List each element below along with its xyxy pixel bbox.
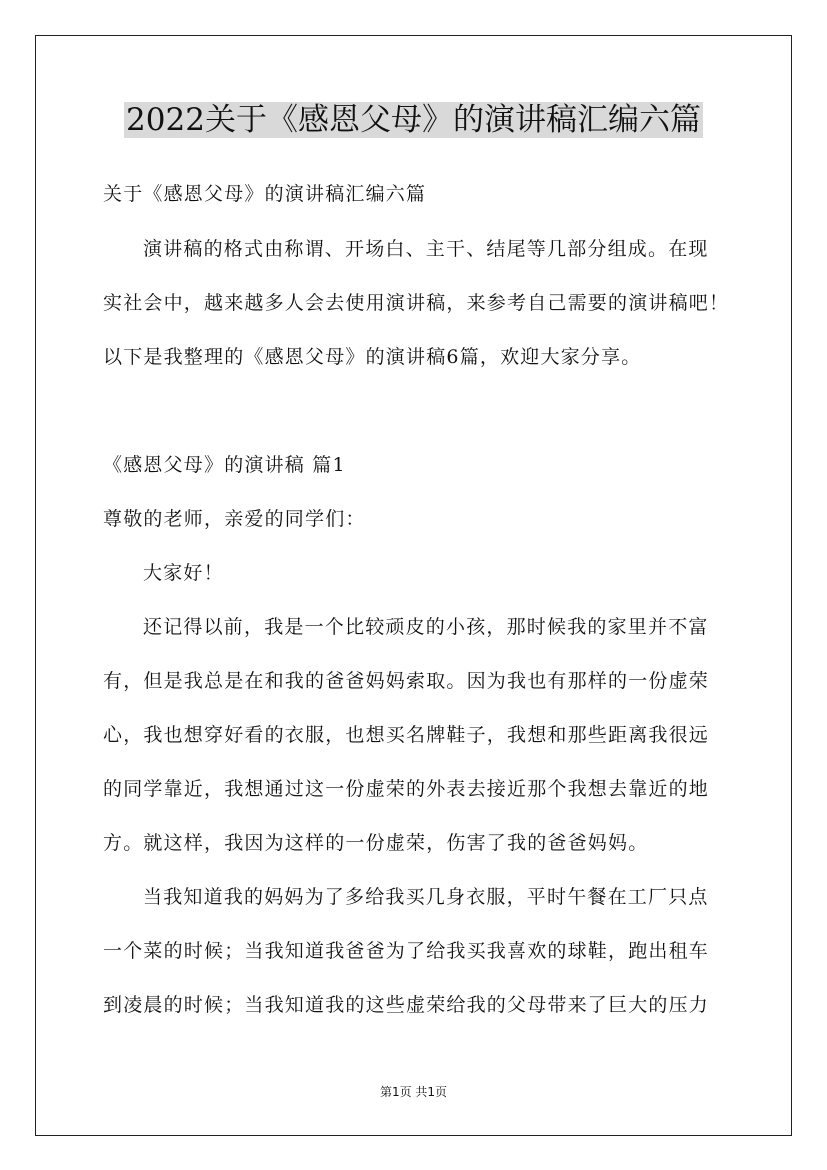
paragraph-line: 到凌晨的时候；当我知道我的这些虚荣给我的父母带来了巨大的压力 <box>103 994 710 1016</box>
intro-line: 以下是我整理的《感恩父母》的演讲稿6篇，欢迎大家分享。 <box>103 346 642 368</box>
paragraph-line: 心，我也想穿好看的衣服，也想买名牌鞋子，我想和那些距离我很远 <box>103 724 710 746</box>
intro-line: 实社会中，越来越多人会去使用演讲稿，来参考自己需要的演讲稿吧！ <box>103 292 730 314</box>
salutation: 尊敬的老师，亲爱的同学们： <box>103 508 366 530</box>
paragraph-line: 当我知道我的妈妈为了多给我买几身衣服，平时午餐在工厂只点 <box>143 886 709 908</box>
page-number-footer: 第1页 共1页 <box>379 1085 448 1099</box>
greeting: 大家好！ <box>143 562 224 584</box>
paragraph-line: 一个菜的时候；当我知道我爸爸为了给我买我喜欢的球鞋，跑出租车 <box>103 940 710 962</box>
paragraph-line: 有，但是我总是在和我的爸爸妈妈索取。因为我也有那样的一份虚荣 <box>103 670 710 692</box>
section-heading: 《感恩父母》的演讲稿 篇1 <box>103 454 346 476</box>
paragraph-line: 方。就这样，我因为这样的一份虚荣，伤害了我的爸爸妈妈。 <box>103 832 649 854</box>
document-title: 2022关于《感恩父母》的演讲稿汇编六篇 <box>126 102 701 138</box>
document-subtitle: 关于《感恩父母》的演讲稿汇编六篇 <box>103 183 427 205</box>
intro-line: 演讲稿的格式由称谓、开场白、主干、结尾等几部分组成。在现 <box>143 238 709 260</box>
paragraph-line: 的同学靠近，我想通过这一份虚荣的外表去接近那个我想去靠近的地 <box>103 778 710 800</box>
paragraph-line: 还记得以前，我是一个比较顽皮的小孩，那时候我的家里并不富 <box>143 616 709 638</box>
